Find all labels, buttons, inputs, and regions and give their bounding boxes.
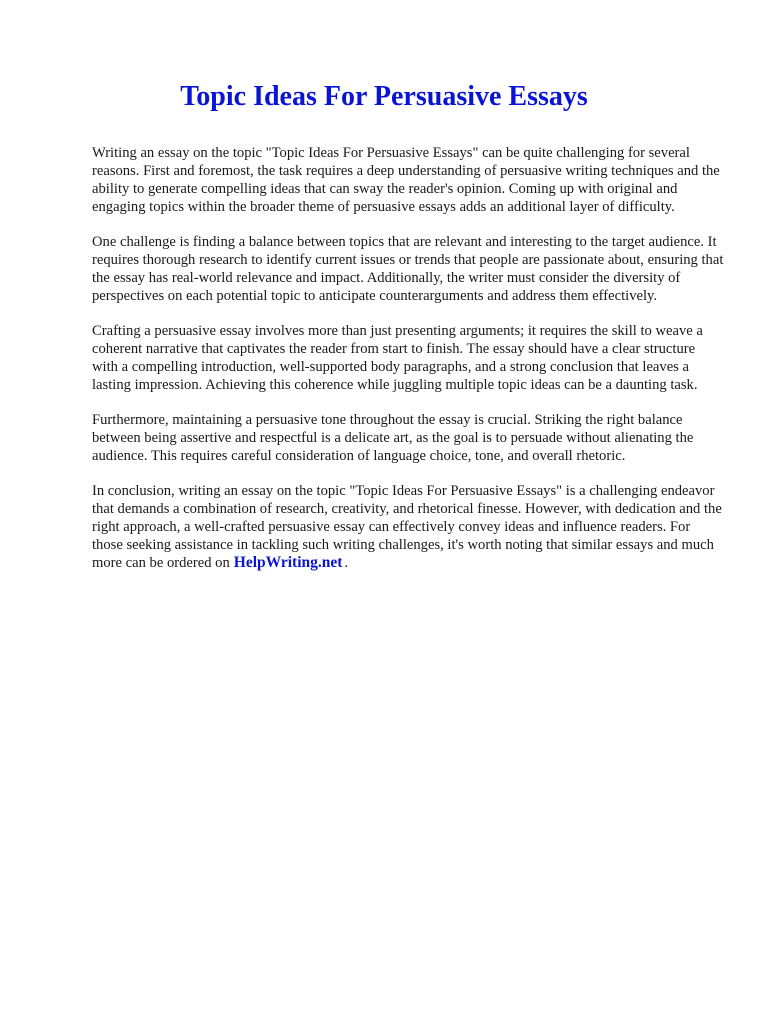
paragraph-3: Crafting a persuasive essay involves more than just presenting arguments; it requires the skill to weave a coherent narrative that captivates the reader from start to finish. The essay should have a clear structure with a compelling introduction, well-supported body paragraphs, and a strong conclusion that leaves a lasting impression. Achieving this coherence while juggling multiple topic ideas can be a daunting task. bbox=[92, 323, 703, 393]
page-title: Topic Ideas For Persuasive Essays bbox=[180, 81, 588, 112]
paragraph-4: Furthermore, maintaining a persuasive tone throughout the essay is crucial. Striking the right balance between being assertive and respectful is a delicate art, as the goal is to persuade without alienating the audience. This requires careful consideration of language choice, tone, and overall rhetoric. bbox=[92, 412, 694, 464]
paragraph-5 bbox=[92, 482, 724, 572]
paragraph-2: One challenge is finding a balance between topics that are relevant and interesting to the target audience. It requires thorough research to identify current issues or trends that people are passionate about, ensuring that the essay has real-world relevance and impact. Additionally, the writer must consider the diversity of perspectives on each potential topic to anticipate counterarguments and address them effectively. bbox=[92, 234, 724, 304]
helpwriting-link[interactable]: HelpWriting.net bbox=[233, 554, 343, 571]
document-body bbox=[92, 144, 724, 589]
paragraph-1: Writing an essay on the topic "Topic Ideas For Persuasive Essays" can be quite challenging for several reasons. First and foremost, the task requires a deep understanding of persuasive writing techniques and the ability to generate compelling ideas that can sway the reader's opinion. Coming up with original and engaging topics within the broader theme of persuasive essays adds an additional layer of difficulty. bbox=[92, 145, 720, 215]
paragraph-5-text: In conclusion, writing an essay on the topic "Topic Ideas For Persuasive Essays" is a challenging endeavor that demands a combination of research, creativity, and rhetorical finesse. However, with dedication and the right approach, a well-crafted persuasive essay can effectively convey ideas and influence readers. For those seeking assistance in tackling such writing challenges, it's worth noting that similar essays and much more can be ordered on bbox=[92, 483, 722, 571]
paragraph-5-end: . bbox=[344, 555, 349, 571]
